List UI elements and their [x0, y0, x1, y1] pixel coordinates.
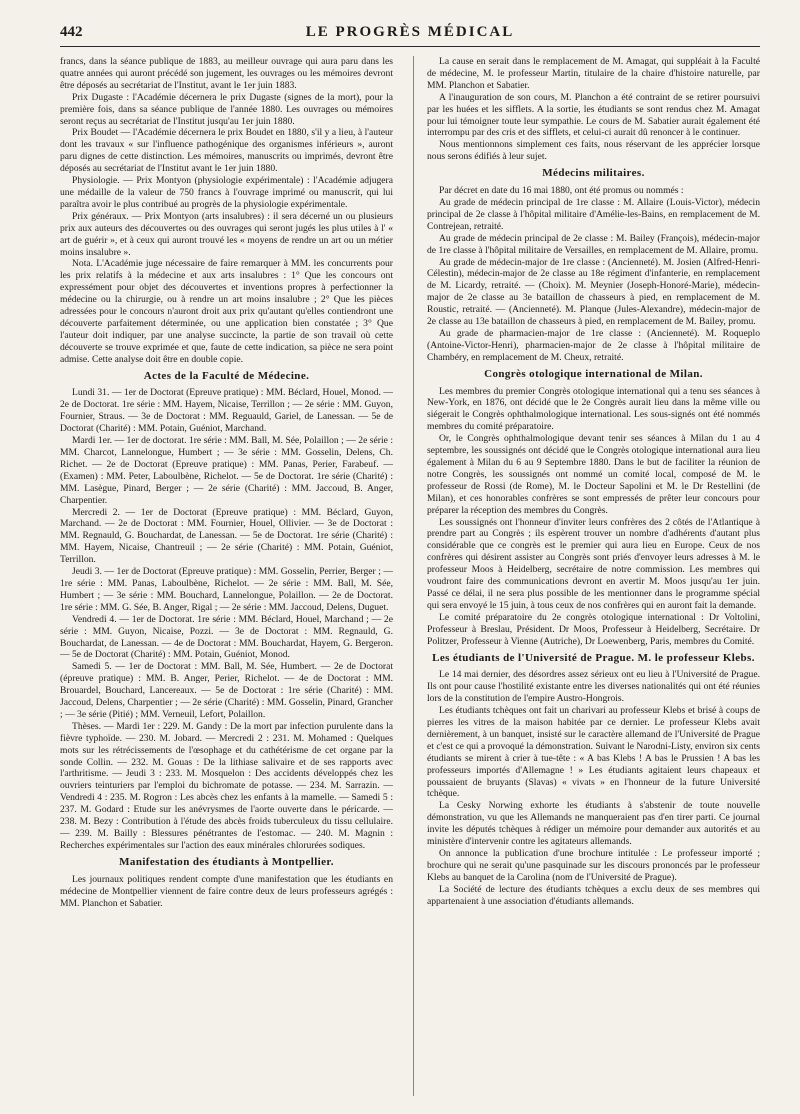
- paragraph: Au grade de médecin principal de 2e classe : M. Bailey (François), médecin-major de 1re classe à l'hôpital militaire de Versailles, en remplacement de M. Allaire, promu.: [427, 232, 760, 256]
- section-heading-manifestation: Manifestation des étudiants à Montpellier.: [119, 855, 334, 868]
- section-heading-congres: Congrès otologique international de Milan.: [484, 367, 703, 380]
- right-column: [427, 56, 760, 1101]
- page-header: [60, 24, 760, 47]
- paragraph: Physiologie. — Prix Montyon (physiologie expérimentale) : l'Académie adjugera une médaille de la valeur de 750 francs à l'ouvrage imprimé ou manuscrit, qui lui paraîtra avoir le plus contribué au progrès de la physiologie expérimentale.: [60, 175, 393, 210]
- paragraph: Au grade de médecin-major de 1re classe : (Ancienneté). M. Josien (Alfred-Henri-Célestin), médecin-major de 2e classe au 18e régiment d'infanterie, en remplacement de M. Licardy, retraité. — (Choix). M. Meynier (Joseph-Honoré-Marie), médecin-major de 2e classe au 3e bataillon de chasseurs à pied, en remplacement de M. Roustic, retraité. — (Ancienneté). M. Planque (Jules-Alexandre), médecin-major de 2e classe au 13e bataillon de chasseurs à pied, en remplacement de M. Bailey, promu.: [427, 256, 760, 328]
- paragraph: Au grade de pharmacien-major de 1re classe : (Ancienneté). M. Roqueplo (Antoine-Victor-Henri), pharmacien-major de 2e classe à l'hôpital militaire de Chambéry, en remplacement de M. Cheux, retraité.: [427, 327, 760, 363]
- paragraph: Vendredi 4. — 1er de Doctorat. 1re série : MM. Béclard, Houel, Marchand ; — 2e série : MM. Guyon, Nicaise, Pozzi. — 3e de Doctorat : MM. Regnauld, G. Bouchardat, de Lanessan. — 4e de Doctorat : MM. Bouchardat, Hayem, G. Bergeron. — 5e de Doctorat (Charité) : MM. Potain, Guéniot, Monod.: [60, 613, 393, 661]
- paragraph: Thèses. — Mardi 1er : 229. M. Gandy : De la mort par infection purulente dans la fièvre typhoïde. — 230. M. Jobard. — Mercredi 2 : 231. M. Mohamed : Quelques mots sur les rétrécissements de l'œsophage et du cathétérisme de cet organe par la sonde Collin. — 232. M. Gouas : De la lithiase salivaire et de ses rapports avec l'arthritisme. — Jeudi 3 : 233. M. Mosquelon : Des accidents développés chez les ouvriers teinturiers par l'emploi du bichromate de potasse. — 234. M. Sarrazin. — Vendredi 4 : 235. M. Rogron : Les abcès chez les enfants à la mamelle. — Samedi 5 : 237. M. Godard : Etude sur les anévrysmes de l'aorte ouverte dans le péricarde. — 238. M. Bezy : Contribution à l'étude des abcès froids tuberculeux du tissu cellulaire. — 239. M. Bailly : Blessures pénétrantes de l'estomac. — 240. M. Magnin : Recherches expérimentales sur l'action des eaux minérales chlorurées sodiques.: [60, 720, 393, 851]
- left-column: [60, 56, 393, 1101]
- paragraph: La Cesky Norwing exhorte les étudiants à s'abstenir de toute nouvelle démonstration, vu que les Allemands ne manqueraient pas d'en tirer parti. Ce journal invite les députés tchèques à rédiger un mémoire pour demander aux autorités et au ministère d'intervenir contre les agitateurs allemands.: [427, 800, 760, 848]
- section-heading-actes: Actes de la Faculté de Médecine.: [143, 369, 310, 382]
- page-number: 442: [60, 24, 83, 40]
- paragraph: Prix Dugaste : l'Académie décernera le prix Dugaste (signes de la mort), pour la première fois, dans sa séance publique de l'année 1880. Les ouvrages ou mémoires seront reçus au secrétariat de l'Institut jusqu'au 1er juin 1880.: [60, 91, 393, 127]
- paragraph: Les soussignés ont l'honneur d'inviter leurs confrères des 2 côtés de l'Atlantique à prendre part au Congrès ; ils espèrent trouver un nombre d'adhérents d'autant plus considérable que ce congrès est le premier qui aura lieu en Europe. Ceux de nos confrères qui désirent assister au Congrès sont priés d'envoyer leurs adresses à M. le professeur Moos à Heidelberg, secrétaire de notre commission. Les membres qui voudront faire des communications devront en avertir M. Moos jusqu'au 1er juin. Passé ce délai, il ne sera plus possible de les mentionner dans le programme spécial qui sera envoyé le 15 juin, à tous ceux de nos confrères qui en auront fait la demande.: [427, 516, 760, 611]
- paragraph: Nota. L'Académie juge nécessaire de faire remarquer à MM. les concurrents pour les prix relatifs à la médecine et aux arts insalubres : 1° Que les concours ont expressément pour objet des découvertes et inventions propres à perfectionner la médecine ou la chirurgie, ou à rendre un art moins insalubre ; 2° Que les pièces adressées pour le concours n'auront droit aux prix qu'autant qu'elles contiendront une découverte parfaitement déterminée, ou une application bien constatée ; 3° Que l'auteur doit indiquer, par une analyse succincte, la partie de son travail où cette découverte se trouve exprimée et que, faute de cette indication, sa pièce ne sera point admise. Cette analyse doit être en double copie.: [60, 258, 393, 365]
- paragraph: Le comité préparatoire du 2e congrès otologique international : Dr Voltolini, Professeur à Breslau, Président. Dr Moos, Professeur à Heidelberg, Secrétaire. Dr Politzer, Professeur à Vienne (Autriche), Dr Loewenberg, Paris, membres du Comité.: [427, 611, 760, 647]
- paragraph: Or, le Congrès ophthalmologique devant tenir ses séances à Milan du 1 au 4 septembre, les soussignés ont décidé que le Congrès otologique international aura lieu également à Milan du 6 au 9 Septembre 1880. Dans le but de faciliter la réunion de notre Congrès, les soussignés ont nommé un comité local, composé de M. le professeur de Rossi (de Rome), M. le Docteur Sapolini et M. le Dr Restellini (de Milan), et ces honorables confrères se sont empressés de prêter leur concours pour préparer la réception des membres du Congrès.: [427, 433, 760, 516]
- paragraph: La cause en serait dans le remplacement de M. Amagat, qui suppléait à la Faculté de médecine, M. le professeur Martin, titulaire de la chaire d'histoire naturelle, par MM. Planchon et Sabatier.: [427, 56, 760, 91]
- paragraph: La Société de lecture des étudiants tchèques a exclu deux de ses membres qui appartenaient à une association d'étudiants allemands.: [427, 883, 760, 907]
- journal-title: LE PROGRÈS MÉDICAL: [305, 24, 515, 40]
- paragraph: A l'inauguration de son cours, M. Planchon a été contraint de se retirer poursuivi par les huées et les sifflets. A la sortie, les étudiants se sont rendus chez M. Amagat pour lui témoigner toute leur sympathie. Le cours de M. Sabatier aurait également été interrompu par des cris et des sifflets, et celui-ci aurait dû renoncer à le continuer.: [427, 91, 760, 139]
- paragraph: Jeudi 3. — 1er de Doctorat (Epreuve pratique) : MM. Gosselin, Perrier, Berger ; — 1re série : MM. Panas, Laboulbène, Richelot. — 2e série : MM. Ball, M. Sée, Humbert ; — 3e série : MM. Bouchard, Lannelongue, Polaillon. — 2e de Doctorat. 1re série : MM. G. Sée, B. Anger, Rigal ; — 2e série : MM. Jaccoud, Delens, Duguet.: [60, 566, 393, 613]
- paragraph: Nous mentionnons simplement ces faits, nous réservant de les apprécier lorsque nous serons édifiés à leur sujet.: [427, 139, 760, 163]
- paragraph: Les étudiants tchèques ont fait un charivari au professeur Klebs et brisé à coups de pierres les vitres de la maison habitée par ce dernier. Le professeur Klebs avait dernièrement, à un banquet, insisté sur le caractère allemand de l'Université de Prague et c'est ce qui a provoqué la démonstration. Suivant le Narodni-Listy, environ six cents étudiants se mirent à crier à tue-tête : « A bas Klebs ! A bas le Prussien ! A bas les professeurs importés d'Allemagne ! » Les étudiants agitaient leurs chapeaux et poussaient de bruyants (Slavas) « vivats » en l'honneur de la future Université tchèque.: [427, 705, 760, 800]
- paragraph: Mercredi 2. — 1er de Doctorat (Epreuve pratique) : MM. Béclard, Guyon, Marchand. — 2e de Doctorat : MM. Fournier, Houel, Ollivier. — 3e de Doctorat : MM. Regnauld, G. Bouchardat, de Lanessan. — 5e de Doctorat. 1re série (Charité) : MM. Hayem, Nicaise, Chantreuil ; — 2e série (Charité) : MM. Potain, Guéniot, Terrillon.: [60, 506, 393, 566]
- section-heading-prague: Les étudiants de l'Université de Prague. M. le professeur Klebs.: [432, 651, 755, 664]
- paragraph: Les membres du premier Congrès otologique international qui a tenu ses séances à New-York, en 1876, ont décidé que le 2e Congrès aurait lieu dans la même ville ou siégerait le Congrès ophthalmologique international. Les sous-signés ont été nommés membres du comité préparatoire.: [427, 385, 760, 433]
- paragraph: Les journaux politiques rendent compte d'une manifestation que les étudiants en médecine de Montpellier viennent de faire contre deux de leurs professeurs agrégés : MM. Planchon et Sabatier.: [60, 873, 393, 909]
- paragraph: Au grade de médecin principal de 1re classe : M. Allaire (Louis-Victor), médecin principal de 2e classe à l'hôpital militaire d'Amélie-les-Bains, en remplacement de M. Contrejean, retraité.: [427, 196, 760, 232]
- paragraph: Le 14 mai dernier, des désordres assez sérieux ont eu lieu à l'Université de Prague. Ils ont pour cause l'hostilité existante entre les diverses nationalités qui ont été réunies lors de la constitution de l'empire Austro-Hongrois.: [427, 669, 760, 705]
- paragraph: Lundi 31. — 1er de Doctorat (Epreuve pratique) : MM. Béclard, Houel, Monod. — 2e de Doctorat. 1re série : MM. Hayem, Nicaise, Terrillon ; — 2e série : MM. Guyon, Fournier, Straus. — 3e de Doctorat : MM. Reguauld, Gariel, de Lanessan. — 5e de Doctorat (Charité) : MM. Potain, Guéniot, Marchand.: [60, 387, 393, 435]
- paragraph: On annonce la publication d'une brochure intitulée : Le professeur importé ; brochure qui ne serait qu'une pasquinade sur les discours prononcés par le professeur Klebs au banquet de la Carolina (nom de l'Université de Prague).: [427, 848, 760, 883]
- paragraph: francs, dans la séance publique de 1883, au meilleur ouvrage qui aura paru dans les quatre années qui auront précédé son jugement, les ouvrages ou les mémoires devront être déposés au secrétariat de l'Institut, avant le 1er juin 1883.: [60, 56, 393, 91]
- paragraph: Par décret en date du 16 mai 1880, ont été promus ou nommés :: [439, 185, 684, 197]
- paragraph: Samedi 5. — 1er de Doctorat : MM. Ball, M. Sée, Humbert. — 2e de Doctorat (épreuve pratique) : MM. B. Anger, Perier, Richelot. — 4e de Doctorat : MM. Brouardel, Bouchard, Lancereaux. — 5e de Doctorat : 1re série (Charité) : MM. Jaccoud, Delens, Charpentier ; — 2e série (Charité) : MM. Gosselin, Pinard, Grancher ; — 3e série (Pitié) ; MM. Verneuil, Lefort, Polaillon.: [60, 661, 393, 720]
- column-divider: [413, 56, 414, 1096]
- paragraph: Mardi 1er. — 1er de doctorat. 1re série : MM. Ball, M. Sée, Polaillon ; — 2e série : MM. Charcot, Lannelongue, Humbert ; — 3e série : MM. Gosselin, Delens, Ch. Richet. — 2e de Doctorat (Epreuve pratique) : MM. Panas, Perier, Farabeuf. — (Examen) : MM. Peter, Laboulbène, Richelot. — 5e de Doctorat. 1re série (Charité) : MM. Lasègue, Pinard, Berger ; — 2e série (Charité) : MM. Jaccoud, B. Anger, Charpentier.: [60, 435, 393, 506]
- section-heading-medecins: Médecins militaires.: [542, 167, 645, 180]
- paragraph: Prix Boudet — l'Académie décernera le prix Boudet en 1880, s'il y a lieu, à l'auteur dont les travaux « sur l'influence pathogénique des organismes inférieurs », auront paru dignes de cette distinction. Les mémoires, manuscrits ou imprimés, devront être déposés au secrétariat de l'Institut avant le 1er juin 1880.: [60, 127, 393, 175]
- paragraph: Prix généraux. — Prix Montyon (arts insalubres) : il sera décerné un ou plusieurs prix aux auteurs des découvertes ou des ouvrages qui seront jugés les plus utiles à l' « art de guérir », et à ceux qui auront trouvé les « moyens de rendre un art ou un métier moins insalubre ».: [60, 210, 393, 258]
